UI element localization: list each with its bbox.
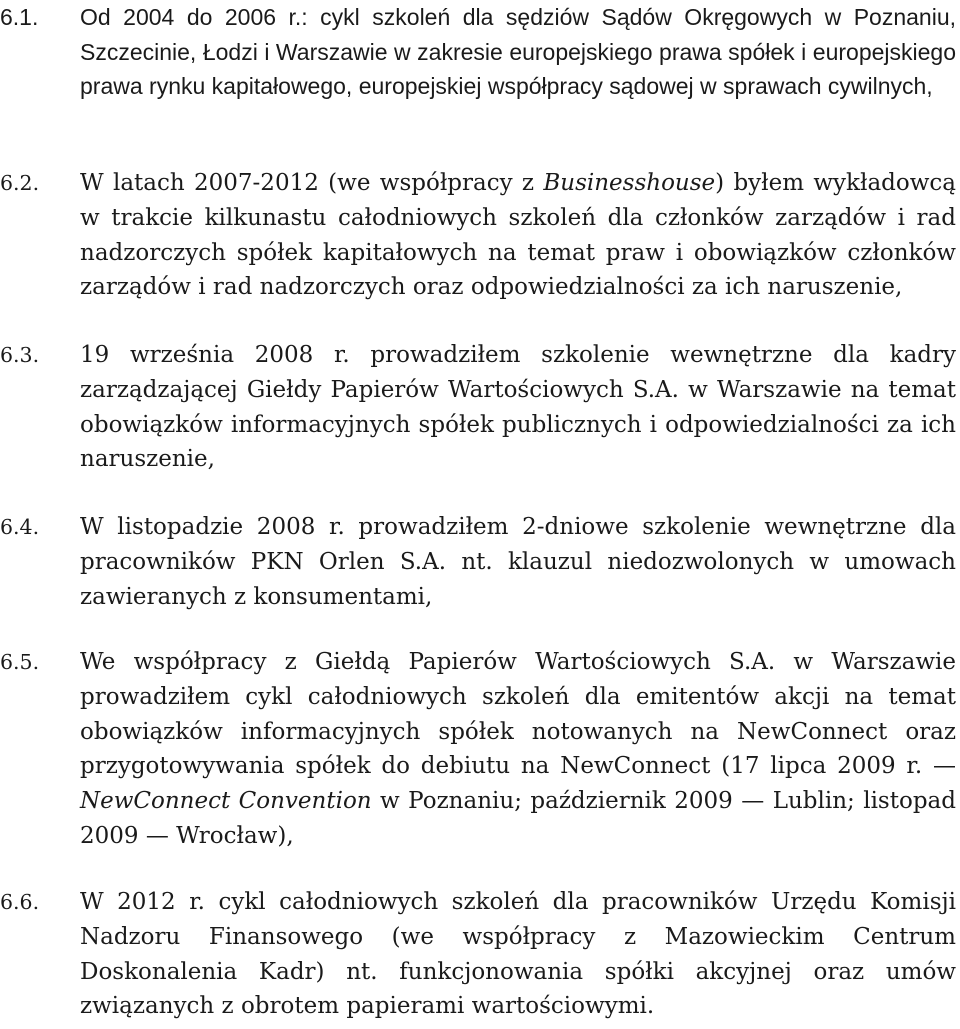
item-text: W 2012 r. cykl całodniowych szkoleń dla pracowników Urzędu Komisji Nadzoru Finansowego (we współpracy z Mazowieckim Centrum Doskonalenia Kadr) nt. funkcjonowania spółki akcyjnej oraz umów związanych z obrotem papierami wartościowymi. [80,889,956,1020]
item-text-part: w Poznaniu; październik 2009 — Lublin; listopad 2009 — Wrocław), [80,788,956,849]
item-text [80,645,956,854]
event-name: NewConnect Convention [80,788,372,815]
company-name: Businesshouse [543,170,716,196]
list-item [0,645,956,854]
item-text-part: ) byłem wykładowcą w trakcie kilkunastu całodniowych szkoleń dla członków zarządów i rad nadzorczych spółek kapitałowych na temat praw i obowiązków członków zarządów i rad nadzorczych oraz odpowiedzialności za ich naruszenie, [80,170,957,301]
item-number: 6.1. [0,4,39,30]
item-text: W listopadzie 2008 r. prowadziłem 2-dniowe szkolenie wewnętrzne dla pracowników PKN Orlen S.A. nt. klauzul niedozwolonych w umowach zawieranych z konsumentami, [80,514,956,610]
item-text: Od 2004 do 2006 r.: cykl szkoleń dla sędziów Sądów Okręgowych w Poznaniu, Szczecinie, Łodzi i Warszawie w zakresie europejskiego prawa spółek i europejskiego prawa rynku kapitałowego, europejskiej współpracy sądowej w sprawach cywilnych, [80,4,956,99]
item-number: 6.6. [0,890,40,914]
item-text [80,166,956,305]
list-item [0,0,956,104]
item-number: 6.5. [0,650,40,674]
item-number: 6.4. [0,515,40,539]
item-number: 6.2. [0,171,40,195]
item-text-part: W latach 2007-2012 (we współpracy z [80,170,544,196]
list-item [0,885,956,1024]
item-text: 19 września 2008 r. prowadziłem szkolenie wewnętrzne dla kadry zarządzającej Giełdy Papierów Wartościowych S.A. w Warszawie na temat obowiązków informacyjnych spółek publicznych i odpowiedzialności za ich naruszenie, [80,342,956,473]
item-text-part: We współpracy z Giełdą Papierów Wartościowych S.A. w Warszawie prowadziłem cykl całodniowych szkoleń dla emitentów akcji na temat obowiązków informacyjnych spółek notowanych na NewConnect oraz przygotowywania spółek do debiutu na NewConnect (17 lipca 2009 r. — [80,649,956,780]
item-number: 6.3. [0,343,40,367]
list-item [0,338,956,477]
list-item [0,510,956,614]
list-item [0,166,956,305]
